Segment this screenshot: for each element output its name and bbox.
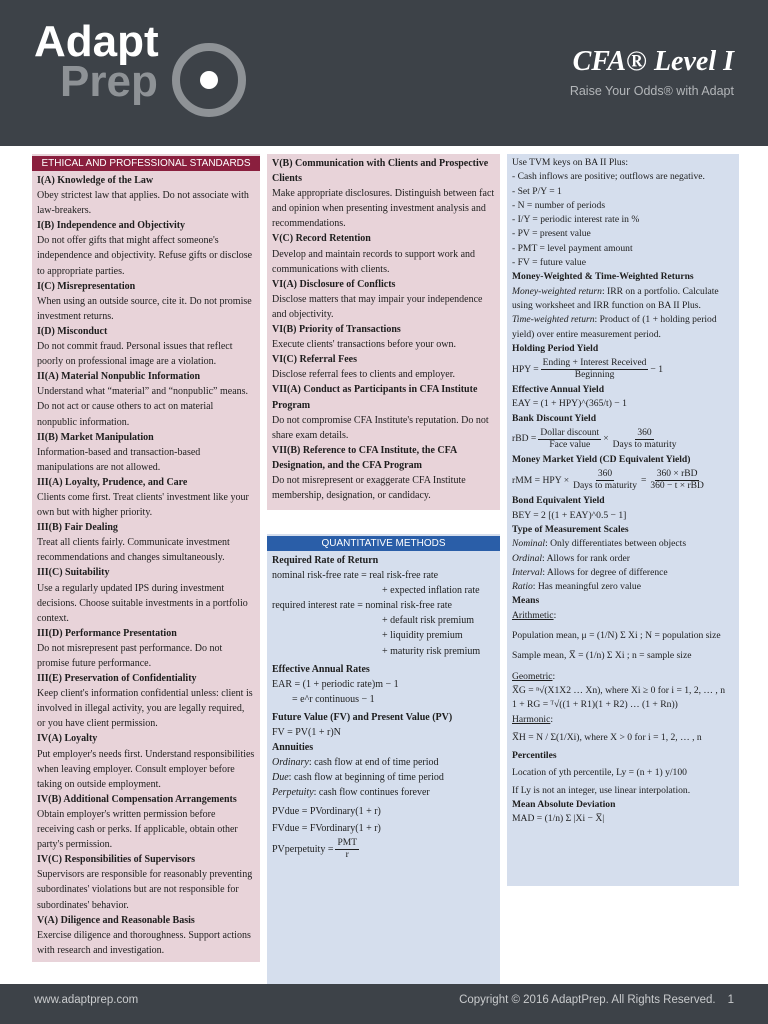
website-link[interactable]: www.adaptprep.com xyxy=(34,994,139,1006)
annuity-due xyxy=(272,770,495,785)
scale-label: Interval xyxy=(512,566,543,578)
bdy-fraction-2 xyxy=(611,428,679,451)
hpy-num: Ending + Interest Received xyxy=(542,358,647,369)
rrr-line-6: + maturity risk premium xyxy=(382,645,481,657)
tw-text xyxy=(512,313,734,342)
harmonic-colon: : xyxy=(550,713,554,725)
ethics-panel xyxy=(32,154,260,962)
percentile-note: If Ly is not an integer, use linear interpolation. xyxy=(512,784,691,796)
pv-perpetuity-lhs: PVperpetuity = xyxy=(272,843,334,855)
scale-text: : Only differentiates between objects xyxy=(545,538,687,550)
rrr-line-1: nominal risk-free rate = real risk-free rate xyxy=(272,570,439,582)
sample-mean-formula: Sample mean, X̅ = (1/n) Σ Xi ; n = sample size xyxy=(512,650,692,662)
geometric-formula-1: X̅G = ⁿ√(X1X2 … Xn), where Xi ≥ 0 for i = 1, 2, … , n xyxy=(512,684,726,696)
hpy-rhs: − 1 xyxy=(650,363,664,375)
annuity-due-label: Due xyxy=(272,772,289,784)
mmy-num-2: 360 × rBD xyxy=(656,469,698,480)
annuity-ordinary-text: : cash flow at end of time period xyxy=(308,757,439,769)
scale-text: : Has meaningful zero value xyxy=(532,581,641,593)
rrr-title: Required Rate of Return xyxy=(272,555,379,566)
annuity-ordinary xyxy=(272,755,495,770)
page-header xyxy=(0,0,768,146)
scales-title: Type of Measurement Scales xyxy=(512,523,629,535)
bdy-den-2: Days to maturity xyxy=(612,440,677,451)
bdy-den-1: Face value xyxy=(549,440,591,451)
tvm-line: - PMT = level payment amount xyxy=(512,242,633,254)
standard-text: Understand what “material” and “nonpublic” means. Do not act or cause others to act on material nonpublic information. xyxy=(37,386,249,428)
geometric-colon: : xyxy=(552,670,556,682)
standard-title: VII(B) Reference to CFA Institute, the CFA Designation, and the CFA Program xyxy=(272,444,457,471)
tvm-list xyxy=(512,170,734,270)
ear-formula-2: = e^r continuous − 1 xyxy=(292,693,375,705)
tvm-line: - N = number of periods xyxy=(512,199,606,211)
geometric-formula-2: 1 + RG = ᵀ√((1 + R1)(1 + R2) … (1 + Rn)) xyxy=(512,699,678,711)
hpy-fraction xyxy=(541,358,649,381)
means-title: Means xyxy=(512,595,540,607)
rrr-line-4: + default risk premium xyxy=(382,615,475,627)
bdy-times: × xyxy=(603,433,609,445)
rrr-line-2: + expected inflation rate xyxy=(382,585,480,597)
population-mean-formula: Population mean, μ = (1/N) Σ Xi ; N = population size xyxy=(512,630,721,642)
page-number: 1 xyxy=(727,994,734,1006)
mw-desc: : IRR on a portfolio. Calculate using worksheet and IRR function on BA II Plus. xyxy=(512,285,719,311)
logo xyxy=(34,17,159,106)
standard-title: I(C) Misrepresentation xyxy=(37,280,136,292)
mmy-den-2: 360 − t × rBD xyxy=(650,481,704,492)
standard-text: Supervisors are responsible for reasonably preventing subordinates' violations but are not responsible for subordinates' behavior. xyxy=(37,869,253,911)
annuity-perpetuity-label: Perpetuity xyxy=(272,787,314,799)
scale-label: Ordinal xyxy=(512,552,543,564)
standard-text: Exercise diligence and thoroughness. Support actions with research and investigation. xyxy=(37,929,251,956)
standard-text: Treat all clients fairly. Communicate investment recommendations and changes simultaneously. xyxy=(37,537,230,564)
standard-title: III(E) Preservation of Confidentiality xyxy=(37,673,197,685)
standard-text: When using an outside source, cite it. Do not promise investment returns. xyxy=(37,295,252,322)
standard-title: V(C) Record Retention xyxy=(272,233,371,245)
tvm-line: - FV = future value xyxy=(512,257,586,269)
eay-formula: EAY = (1 + HPY)^(365/t) − 1 xyxy=(512,398,627,410)
harmonic-label: Harmonic xyxy=(512,713,551,725)
standard-title: III(D) Performance Presentation xyxy=(37,627,177,639)
rrr-line-5: + liquidity premium xyxy=(382,630,463,642)
tvm-line: - I/Y = periodic interest rate in % xyxy=(512,214,640,226)
copyright-notice xyxy=(459,994,734,1006)
standard-title: VII(A) Conduct as Participants in CFA Institute Program xyxy=(272,384,478,411)
mmy-equals: = xyxy=(640,474,647,486)
standard-title: II(B) Market Manipulation xyxy=(37,431,154,443)
scale-item xyxy=(512,552,734,566)
annuity-perpetuity xyxy=(272,785,495,800)
standard-text: Disclose referral fees to clients and employer. xyxy=(272,369,455,381)
standard-title: IV(C) Responsibilities of Supervisors xyxy=(37,854,196,866)
ear-formula-1: EAR = (1 + periodic rate)m − 1 xyxy=(272,678,399,690)
standard-title: I(A) Knowledge of the Law xyxy=(37,175,154,186)
bdy-num-2: 360 xyxy=(637,428,652,439)
harmonic-formula: X̅H = N / Σ(1/Xi), where X > 0 for i = 1, 2, … , n xyxy=(512,731,702,743)
eay-title: Effective Annual Yield xyxy=(512,384,605,396)
standard-text: Information-based and transaction-based manipulations are not allowed. xyxy=(37,446,201,473)
tvm-line: - PV = present value xyxy=(512,228,591,240)
standard-text: Use a regularly updated IPS during investment decisions. Choose suitable investments in a portfolio context. xyxy=(37,582,248,624)
percentile-formula: Location of yth percentile, Ly = (n + 1) y/100 xyxy=(512,767,687,779)
standard-text: Develop and maintain records to support work and communications with clients. xyxy=(272,248,476,275)
bdy-formula xyxy=(512,428,734,451)
copyright-text: Copyright © 2016 AdaptPrep. All Rights Reserved. xyxy=(459,994,716,1006)
scale-label: Nominal xyxy=(512,538,546,550)
hpy-formula xyxy=(512,358,734,381)
standard-title: VI(B) Priority of Transactions xyxy=(272,324,401,336)
mmy-lhs: rMM = HPY × xyxy=(512,474,570,486)
standard-title: IV(A) Loyalty xyxy=(37,733,98,745)
bdy-fraction-1 xyxy=(538,428,601,451)
standard-title: I(D) Misconduct xyxy=(37,325,108,337)
harmonic-heading xyxy=(512,713,734,727)
bey-formula: BEY = 2 [(1 + EAY)^0.5 − 1] xyxy=(512,509,627,521)
mw-tw-title: Money-Weighted & Time-Weighted Returns xyxy=(512,271,694,283)
standard-title: III(A) Loyalty, Prudence, and Care xyxy=(37,476,188,488)
bdy-num-1: Dollar discount xyxy=(540,428,600,439)
bey-title: Bond Equivalent Yield xyxy=(512,495,605,507)
fv-formula: FV = PV(1 + r)N xyxy=(272,727,341,739)
standard-text: Do not misrepresent or exaggerate CFA Institute membership, designation, or candidacy. xyxy=(272,474,466,502)
arithmetic-label: Arithmetic xyxy=(512,609,554,621)
standard-text: Do not offer gifts that might affect someone's independence and objectivity. Refuse gifts or disclose to appropriate parties. xyxy=(37,235,253,277)
mmy-title: Money Market Yield (CD Equivalent Yield) xyxy=(512,454,691,466)
mw-label: Money-weighted return xyxy=(512,285,602,297)
standard-text: Do not compromise CFA Institute's reputation. Do not share exam details. xyxy=(272,414,489,441)
percentiles-title: Percentiles xyxy=(512,750,557,762)
annuity-ordinary-label: Ordinary xyxy=(272,757,309,769)
tvm-line: - Cash inflows are positive; outflows are negative. xyxy=(512,171,705,183)
pv-due-formula: PVdue = PVordinary(1 + r) xyxy=(272,805,381,817)
tw-desc: : Product of (1 + holding period yield) over entire measurement period. xyxy=(512,314,717,340)
scale-item xyxy=(512,580,734,594)
tvm-intro: Use TVM keys on BA II Plus: xyxy=(512,157,629,168)
standard-text: Do not misrepresent past performance. Do not promise future performance. xyxy=(37,642,223,669)
mw-text xyxy=(512,285,734,314)
pv-perpetuity-fraction xyxy=(335,838,359,861)
rrr-line-3: required interest rate = nominal risk-free rate xyxy=(272,600,452,612)
standard-title: VI(A) Disclosure of Conflicts xyxy=(272,278,396,290)
mad-title: Mean Absolute Deviation xyxy=(512,798,616,810)
ear-title: Effective Annual Rates xyxy=(272,663,370,675)
standard-title: III(C) Suitability xyxy=(37,567,110,579)
ethics-list-continued xyxy=(272,156,495,503)
mmy-den-1: Days to maturity xyxy=(573,481,637,492)
mmy-fraction-1 xyxy=(571,469,639,492)
standard-text: Clients come first. Treat clients' investment like your own but with higher priority. xyxy=(37,491,249,519)
annuity-due-text: : cash flow at beginning of time period xyxy=(288,772,444,784)
scale-item xyxy=(512,537,734,551)
standard-text: Do not commit fraud. Personal issues that reflect poorly on professional image are a violation. xyxy=(37,341,233,368)
page-title: CFA® Level I xyxy=(572,46,734,77)
ethics-panel-continued xyxy=(267,154,500,510)
scale-item xyxy=(512,566,734,580)
logo-ring-icon xyxy=(170,41,248,119)
hpy-title: Holding Period Yield xyxy=(512,342,599,354)
annuities-title: Annuities xyxy=(272,742,314,754)
pv-perpetuity-formula xyxy=(272,838,495,861)
quant-heading: QUANTITATIVE METHODS xyxy=(267,536,500,551)
logo-prep-text: Prep xyxy=(60,57,158,106)
quant-panel xyxy=(267,534,500,986)
standard-text: Disclose matters that may impair your independence and objectivity. xyxy=(272,293,483,320)
standard-title: I(B) Independence and Objectivity xyxy=(37,220,186,232)
standard-text: Obtain employer's written permission before receiving cash or perks. If applicable, obtain other party's permission. xyxy=(37,808,238,851)
bdy-title: Bank Discount Yield xyxy=(512,412,597,424)
mmy-formula xyxy=(512,469,734,492)
quant-panel-continued xyxy=(507,154,739,886)
geometric-heading xyxy=(512,670,734,684)
standard-title: VI(C) Referral Fees xyxy=(272,354,357,366)
tagline: Raise Your Odds® with Adapt xyxy=(569,84,734,98)
ethics-list xyxy=(37,173,255,958)
arithmetic-colon: : xyxy=(553,609,557,621)
standard-text: Obey strictest law that applies. Do not associate with law-breakers. xyxy=(37,190,249,217)
annuity-perpetuity-text: : cash flow continues forever xyxy=(313,787,430,799)
standard-title: V(B) Communication with Clients and Prospective Clients xyxy=(272,158,489,185)
scales-list xyxy=(512,537,734,594)
column-2 xyxy=(267,154,500,986)
ethics-heading: ETHICAL AND PROFESSIONAL STANDARDS xyxy=(32,156,260,171)
geometric-label: Geometric xyxy=(512,670,553,682)
standard-title: IV(B) Additional Compensation Arrangements xyxy=(37,793,237,805)
standard-text: Put employer's needs first. Understand responsibilities when leaving employer. Consult employer before taking on outside employment. xyxy=(37,748,255,790)
mad-formula: MAD = (1/n) Σ |Xi − X̅| xyxy=(512,813,605,825)
logo-adapt-text: Adapt xyxy=(34,17,159,66)
bdy-lhs: rBD = xyxy=(512,433,537,445)
hpy-lhs: HPY = xyxy=(512,363,539,375)
tvm-line: - Set P/Y = 1 xyxy=(512,185,562,197)
standard-text: Make appropriate disclosures. Distinguish between fact and opinion when presenting investment analysis and recommendations. xyxy=(272,188,495,230)
hpy-den: Beginning xyxy=(574,370,615,381)
fv-due-formula: FVdue = FVordinary(1 + r) xyxy=(272,822,381,834)
arithmetic-heading xyxy=(512,609,734,623)
scale-label: Ratio xyxy=(512,581,533,593)
pv-perpetuity-num: PMT xyxy=(337,837,358,848)
pv-perpetuity-den: r xyxy=(345,849,349,860)
scale-text: : Allows for rank order xyxy=(542,552,630,564)
page-footer xyxy=(0,984,768,1024)
fv-title: Future Value (FV) and Present Value (PV) xyxy=(272,711,453,723)
standard-title: II(A) Material Nonpublic Information xyxy=(37,371,201,383)
standard-text: Keep client's information confidential unless: client is involved in illegal activity, you are legally required, or you have client permission. xyxy=(37,688,253,730)
mmy-num-1: 360 xyxy=(597,469,613,480)
tw-label: Time-weighted return xyxy=(512,314,595,326)
standard-title: III(B) Fair Dealing xyxy=(37,522,118,534)
mmy-fraction-2 xyxy=(648,469,705,492)
standard-text: Execute clients' transactions before your own. xyxy=(272,339,456,351)
standard-title: V(A) Diligence and Reasonable Basis xyxy=(37,914,195,926)
scale-text: : Allows for degree of difference xyxy=(542,566,668,578)
